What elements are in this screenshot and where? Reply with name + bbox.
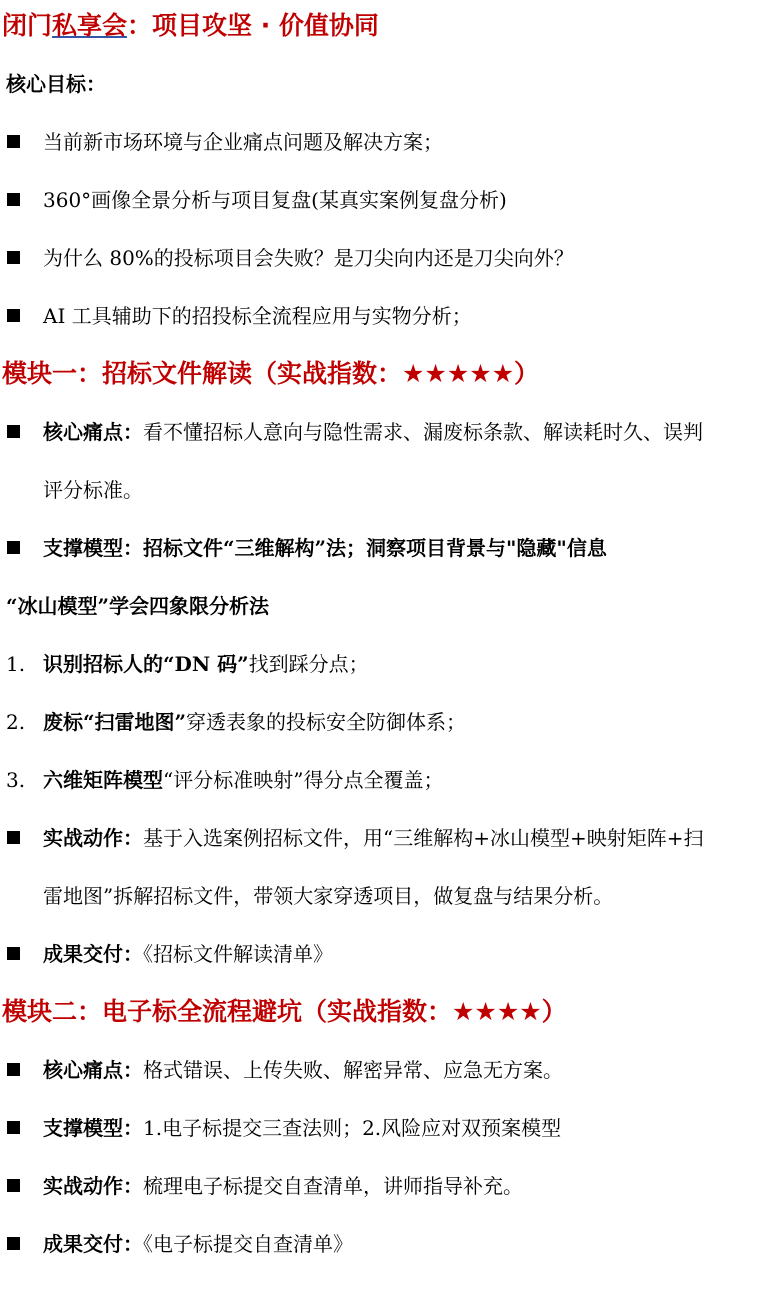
bullet-square-icon xyxy=(7,541,20,554)
module2-heading: 模块二：电子标全流程避坑（实战指数：★★★★） xyxy=(2,997,567,1026)
bullet-square-icon xyxy=(7,135,20,148)
bullet-square-icon xyxy=(7,193,20,206)
bullet-square-icon xyxy=(7,1063,20,1076)
bullet-square-icon xyxy=(7,947,20,960)
title-part1: 闭门 xyxy=(2,11,53,40)
goals-heading: 核心目标： xyxy=(6,72,106,96)
title-part3: ：项目攻坚 · 价值协同 xyxy=(127,11,379,40)
module1-heading: 模块一：招标文件解读（实战指数：★★★★★） xyxy=(2,359,540,388)
title-part2: 私享会 xyxy=(52,11,128,40)
bullet-square-icon xyxy=(7,251,20,264)
page-title xyxy=(2,10,776,42)
bullet-square-icon xyxy=(7,831,20,844)
bullet-square-icon xyxy=(7,1179,20,1192)
bullet-square-icon xyxy=(7,309,20,322)
bullet-square-icon xyxy=(7,1121,20,1134)
iceberg-heading: “冰山模型”学会四象限分析法 xyxy=(6,594,270,618)
bullet-square-icon xyxy=(7,1237,20,1250)
bullet-square-icon xyxy=(7,425,20,438)
